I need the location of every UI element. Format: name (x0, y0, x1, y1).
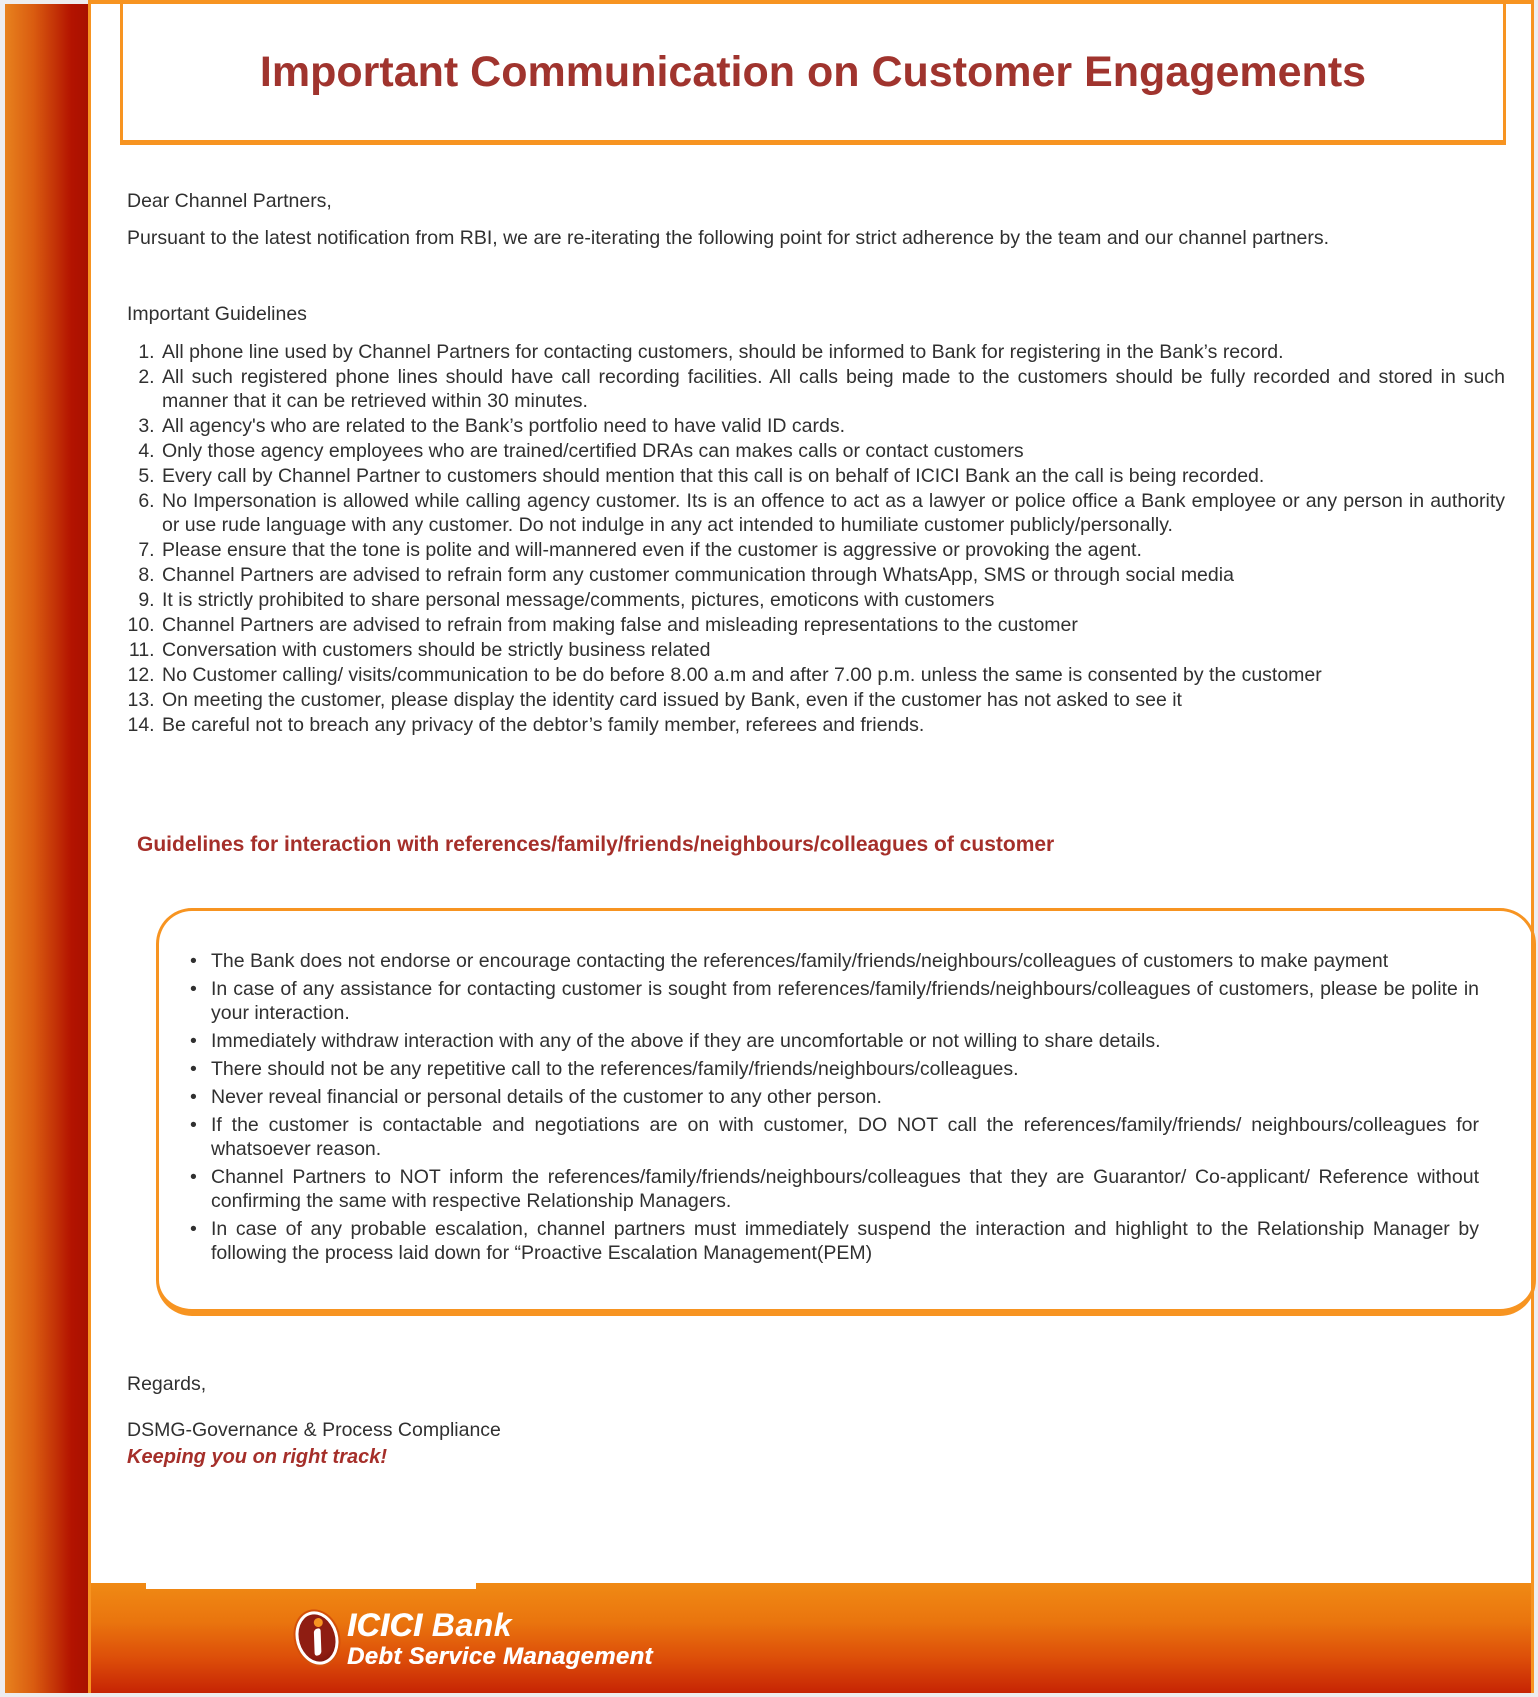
interaction-points-list (183, 949, 1479, 1265)
guideline-item: 6. No Impersonation is allowed while calling agency customer. Its is an offence to act as a lawyer or police office a Bank employee or any person in authority or use rude language with any customer. Do not indulge in any act intended to humiliate customer publicly/personally. (160, 489, 1505, 537)
guideline-item: 3. All agency's who are related to the Bank’s portfolio need to have valid ID cards. (160, 414, 1505, 438)
guideline-item: 7. Please ensure that the tone is polite and will-mannered even if the customer is aggressive or provoking the agent. (160, 538, 1505, 562)
logo-brand: ICICI (347, 1607, 423, 1643)
guideline-item: 11. Conversation with customers should be strictly business related (160, 638, 1505, 662)
icici-i-stem (314, 1628, 322, 1657)
guideline-item: 2. All such registered phone lines should have call recording facilities. All calls being made to the customers should be fully recorded and stored in such manner that it can be retrieved within 30 minutes. (160, 365, 1505, 413)
salutation: Dear Channel Partners, (127, 190, 332, 212)
left-gradient-strip (5, 4, 88, 1693)
logo-bank-name (347, 1609, 653, 1641)
regards: Regards, (127, 1373, 207, 1395)
icici-i-dot (313, 1617, 324, 1628)
logo-division: Debt Service Management (347, 1643, 653, 1670)
interaction-point: • Immediately withdraw interaction with any of the above if they are uncomfortable or not willing to share details. (183, 1029, 1479, 1053)
footer-notch (146, 1583, 476, 1589)
interaction-heading: Guidelines for interaction with references/family/friends/neighbours/colleagues of customer (137, 833, 1055, 856)
body-column (91, 189, 1531, 1469)
interaction-point: • Never reveal financial or personal details of the customer to any other person. (183, 1085, 1479, 1109)
interaction-point: • If the customer is contactable and negotiations are on with customer, DO NOT call the references/family/friends/ neighbours/colleagues for whatsoever reason. (183, 1113, 1479, 1161)
icici-i-icon (289, 1606, 344, 1669)
footer-banner (91, 1583, 1531, 1693)
guidelines-list (127, 340, 1505, 737)
guideline-item: 12. No Customer calling/ visits/communication to be do before 8.00 a.m and after 7.00 p.m. unless the same is consented by the customer (160, 663, 1505, 687)
interaction-point: • Channel Partners to NOT inform the references/family/friends/neighbours/colleagues that they are Guarantor/ Co-applicant/ Reference without confirming the same with respective Relationship Managers. (183, 1165, 1479, 1213)
interaction-point: • The Bank does not endorse or encourage contacting the references/family/friends/neighbours/colleagues of customers to make payment (183, 949, 1479, 973)
title-box (120, 4, 1506, 145)
guideline-item: 1. All phone line used by Channel Partners for contacting customers, should be informed to Bank for registering in the Bank’s record. (160, 340, 1505, 364)
guideline-item: 9. It is strictly prohibited to share personal message/comments, pictures, emoticons with customers (160, 588, 1505, 612)
logo-text (347, 1609, 653, 1669)
guideline-item: 14. Be careful not to breach any privacy of the debtor’s family member, referees and friends. (160, 713, 1505, 737)
guideline-item: 13. On meeting the customer, please display the identity card issued by Bank, even if the customer has not asked to see it (160, 688, 1505, 712)
page-title: Important Communication on Customer Engagements (259, 47, 1367, 96)
content-sheet (88, 0, 1534, 1693)
tagline: Keeping you on right track! (127, 1446, 388, 1468)
guideline-item: 4. Only those agency employees who are trained/certified DRAs can makes calls or contact customers (160, 439, 1505, 463)
intro-paragraph: Pursuant to the latest notification from RBI, we are re-iterating the following point for strict adherence by the team and our channel partners. (127, 227, 1330, 249)
interaction-point: • In case of any assistance for contacting customer is sought from references/family/friends/neighbours/colleagues of customers, please be polite in your interaction. (183, 977, 1479, 1025)
icici-logo (296, 1609, 653, 1669)
guideline-item: 8. Channel Partners are advised to refrain form any customer communication through WhatsApp, SMS or through social media (160, 563, 1505, 587)
guideline-item: 5. Every call by Channel Partner to customers should mention that this call is on behalf of ICICI Bank an the call is being recorded. (160, 464, 1505, 488)
interaction-point: • In case of any probable escalation, channel partners must immediately suspend the interaction and highlight to the Relationship Manager by following the process laid down for “Proactive Escalation Management(PEM) (183, 1217, 1479, 1265)
signature: DSMG-Governance & Process Compliance (127, 1419, 501, 1441)
logo-brand-suffix: Bank (431, 1607, 513, 1643)
interaction-callout-box (156, 908, 1536, 1316)
guidelines-heading: Important Guidelines (127, 303, 307, 325)
interaction-point: • There should not be any repetitive call to the references/family/friends/neighbours/colleagues. (183, 1057, 1479, 1081)
guideline-item: 10. Channel Partners are advised to refrain from making false and misleading representations to the customer (160, 613, 1505, 637)
